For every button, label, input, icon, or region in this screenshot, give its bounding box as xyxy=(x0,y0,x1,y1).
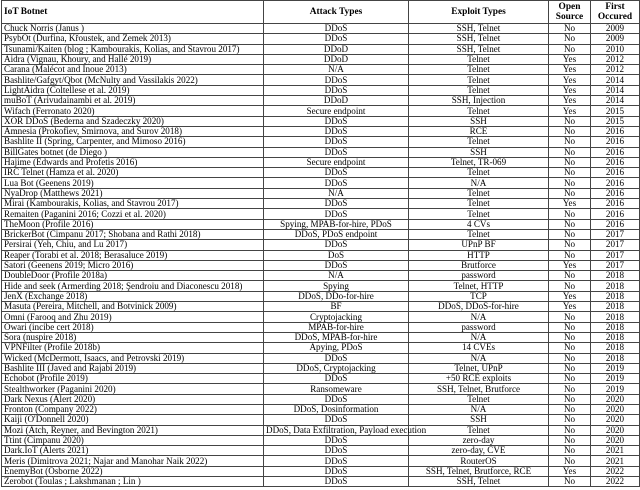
open-source-cell: Yes xyxy=(549,85,591,95)
first-occured-cell: 2018 xyxy=(591,271,640,281)
attack-types-cell: DDoD xyxy=(264,44,409,54)
exploit-types-cell: N/A xyxy=(409,404,549,414)
table-row xyxy=(2,24,640,34)
botnet-name-cell: Stealthworker (Paganini 2020) xyxy=(2,384,264,394)
exploit-types-cell: N/A xyxy=(409,332,549,342)
attack-types-cell: DDoS, PDoS endpoint xyxy=(264,229,409,239)
attack-types-cell: DDoS xyxy=(264,415,409,425)
first-occured-cell: 2018 xyxy=(591,302,640,312)
botnet-name-cell: Hide and seek (Armerding 2018; Şendroiu and Diaconescu 2018) xyxy=(2,281,264,291)
botnet-name-cell: Sora (nuspire 2018) xyxy=(2,332,264,342)
table-row xyxy=(2,456,640,466)
table-row xyxy=(2,363,640,373)
exploit-types-cell: UPnP BF xyxy=(409,240,549,250)
open-source-cell: No xyxy=(549,384,591,394)
first-occured-cell: 2022 xyxy=(591,477,640,487)
table-row xyxy=(2,446,640,456)
open-source-cell: Yes xyxy=(549,291,591,301)
first-occured-cell: 2016 xyxy=(591,178,640,188)
first-occured-cell: 2020 xyxy=(591,404,640,414)
attack-types-cell: DDoS xyxy=(264,466,409,476)
table-row xyxy=(2,384,640,394)
exploit-types-cell: SSH, Telnet xyxy=(409,44,549,54)
botnet-name-cell: XOR DDoS (Bederna and Szadeczky 2020) xyxy=(2,116,264,126)
botnet-name-cell: Tsunami/Kaiten (blog ; Kambourakis, Kolias, and Stavrou 2017) xyxy=(2,44,264,54)
attack-types-cell: DoS xyxy=(264,250,409,260)
botnet-name-cell: Echobot (Profile 2019) xyxy=(2,374,264,384)
attack-types-cell: DDoS xyxy=(264,353,409,363)
attack-types-cell: DDoS, Dosinformation xyxy=(264,404,409,414)
botnet-name-cell: Amnesia (Prokofiev, Smirnova, and Surov 2018) xyxy=(2,126,264,136)
first-occured-cell: 2014 xyxy=(591,96,640,106)
attack-types-cell: MPAB-for-hire xyxy=(264,322,409,332)
botnet-name-cell: Masuta (Pereira, Mitchell, and Botvinick 2009) xyxy=(2,302,264,312)
botnet-name-cell: PsybOt (Ďurfina, Křoustek, and Zemek 2013) xyxy=(2,34,264,44)
table-row xyxy=(2,240,640,250)
open-source-cell: No xyxy=(549,116,591,126)
table-row xyxy=(2,281,640,291)
first-occured-cell: 2016 xyxy=(591,147,640,157)
table-row xyxy=(2,168,640,178)
open-source-cell: No xyxy=(549,404,591,414)
attack-types-cell: DDoS xyxy=(264,209,409,219)
exploit-types-cell: Telnet xyxy=(409,209,549,219)
attack-types-cell: Spying, MPAB-for-hire, PDoS xyxy=(264,219,409,229)
attack-types-cell: DDoD xyxy=(264,96,409,106)
botnet-name-cell: Hajime (Edwards and Profetis 2016) xyxy=(2,157,264,167)
table-row xyxy=(2,116,640,126)
open-source-cell: No xyxy=(549,250,591,260)
open-source-cell: Yes xyxy=(549,96,591,106)
first-occured-cell: 2020 xyxy=(591,415,640,425)
exploit-types-cell: DDoS, DDoS-for-hire xyxy=(409,302,549,312)
botnet-name-cell: Bashlite II (Spring, Carpenter, and Mimoso 2016) xyxy=(2,137,264,147)
botnet-name-cell: DoubleDoor (Profile 2018a) xyxy=(2,271,264,281)
exploit-types-cell: SSH, Telnet xyxy=(409,477,549,487)
botnet-name-cell: Aidra (Vignau, Khoury, and Hallé 2019) xyxy=(2,54,264,64)
botnet-name-cell: Omni (Farooq and Zhu 2019) xyxy=(2,312,264,322)
botnet-name-cell: Fronton (Company 2022) xyxy=(2,404,264,414)
botnet-name-cell: Persirai (Yeh, Chiu, and Lu 2017) xyxy=(2,240,264,250)
first-occured-cell: 2017 xyxy=(591,260,640,270)
botnet-name-cell: Wifach (Ferronato 2020) xyxy=(2,106,264,116)
first-occured-cell: 2016 xyxy=(591,168,640,178)
first-occured-cell: 2019 xyxy=(591,374,640,384)
table-row xyxy=(2,374,640,384)
botnet-name-cell: Reaper (Torabi et al. 2018; Berasaluce 2019) xyxy=(2,250,264,260)
table-row xyxy=(2,312,640,322)
first-occured-cell: 2009 xyxy=(591,24,640,34)
open-source-cell: No xyxy=(549,374,591,384)
exploit-types-cell: SSH xyxy=(409,116,549,126)
exploit-types-cell: 14 CVEs xyxy=(409,343,549,353)
open-source-cell: Yes xyxy=(549,466,591,476)
table-row xyxy=(2,291,640,301)
open-source-cell: No xyxy=(549,281,591,291)
botnet-name-cell: Lua Bot (Geenens 2019) xyxy=(2,178,264,188)
exploit-types-cell: +50 RCE exploits xyxy=(409,374,549,384)
table-row xyxy=(2,106,640,116)
first-occured-cell: 2017 xyxy=(591,250,640,260)
exploit-types-cell: Telnet, UPnP xyxy=(409,363,549,373)
attack-types-cell: N/A xyxy=(264,65,409,75)
exploit-types-cell: password xyxy=(409,322,549,332)
open-source-cell: No xyxy=(549,188,591,198)
exploit-types-cell: RouterOS xyxy=(409,456,549,466)
exploit-types-cell: SSH xyxy=(409,415,549,425)
exploit-types-cell: N/A xyxy=(409,312,549,322)
first-occured-cell: 2018 xyxy=(591,343,640,353)
botnet-name-cell: Remaiten (Paganini 2016; Cozzi et al. 2020) xyxy=(2,209,264,219)
open-source-cell: No xyxy=(549,44,591,54)
botnet-name-cell: Zerobot (Toulas ; Lakshmanan ; Lin ) xyxy=(2,477,264,487)
open-source-cell: Yes xyxy=(549,65,591,75)
first-occured-cell: 2012 xyxy=(591,54,640,64)
table-row xyxy=(2,322,640,332)
attack-types-cell: DDoS, Data Exfiltration, Payload execution xyxy=(264,425,409,435)
table-row xyxy=(2,343,640,353)
exploit-types-cell: zero-day, CVE xyxy=(409,446,549,456)
first-occured-cell: 2015 xyxy=(591,106,640,116)
header-exploit-types: Exploit Types xyxy=(409,1,549,24)
open-source-cell: No xyxy=(549,137,591,147)
attack-types-cell: DDoS xyxy=(264,24,409,34)
attack-types-cell: DDoS xyxy=(264,446,409,456)
open-source-cell: No xyxy=(549,343,591,353)
table-row xyxy=(2,260,640,270)
attack-types-cell: DDoS xyxy=(264,435,409,445)
table-row xyxy=(2,466,640,476)
exploit-types-cell: Telnet xyxy=(409,106,549,116)
open-source-cell: No xyxy=(549,456,591,466)
attack-types-cell: DDoS xyxy=(264,240,409,250)
table-row xyxy=(2,96,640,106)
first-occured-cell: 2018 xyxy=(591,281,640,291)
first-occured-cell: 2016 xyxy=(591,219,640,229)
first-occured-cell: 2020 xyxy=(591,435,640,445)
header-first-occured: First Occured xyxy=(591,1,640,24)
botnet-name-cell: BrickerBot (Cimpanu 2017; Shobana and Rathi 2018) xyxy=(2,229,264,239)
open-source-cell: No xyxy=(549,332,591,342)
first-occured-cell: 2018 xyxy=(591,332,640,342)
exploit-types-cell: Telnet xyxy=(409,229,549,239)
open-source-cell: No xyxy=(549,353,591,363)
attack-types-cell: DDoS xyxy=(264,260,409,270)
open-source-cell: No xyxy=(549,126,591,136)
exploit-types-cell: Telnet, HTTP xyxy=(409,281,549,291)
exploit-types-cell: password xyxy=(409,271,549,281)
botnet-name-cell: Mirai (Kambourakis, Kolias, and Stavrou 2017) xyxy=(2,199,264,209)
exploit-types-cell: Telnet xyxy=(409,425,549,435)
exploit-types-cell: Telnet xyxy=(409,85,549,95)
botnet-name-cell: TheMoon (Profile 2016) xyxy=(2,219,264,229)
table-row xyxy=(2,415,640,425)
exploit-types-cell: HTTP xyxy=(409,250,549,260)
table-row xyxy=(2,435,640,445)
botnet-name-cell: Meris (Dimitrova 2021; Najar and Manohar Naik 2022) xyxy=(2,456,264,466)
attack-types-cell: DDoS xyxy=(264,147,409,157)
attack-types-cell: DDoS, MPAB-for-hire xyxy=(264,332,409,342)
exploit-types-cell: SSH, Telnet xyxy=(409,34,549,44)
table-row xyxy=(2,353,640,363)
open-source-cell: Yes xyxy=(549,75,591,85)
first-occured-cell: 2016 xyxy=(591,137,640,147)
botnet-name-cell: Kaiji (O'Donnell 2020) xyxy=(2,415,264,425)
exploit-types-cell: Telnet xyxy=(409,199,549,209)
first-occured-cell: 2015 xyxy=(591,116,640,126)
first-occured-cell: 2018 xyxy=(591,291,640,301)
botnet-name-cell: BillGates botnet (de Diego ) xyxy=(2,147,264,157)
table-row xyxy=(2,54,640,64)
open-source-cell: No xyxy=(549,394,591,404)
open-source-cell: No xyxy=(549,157,591,167)
exploit-types-cell: TCP xyxy=(409,291,549,301)
botnet-name-cell: VPNFilter (Profile 2018b) xyxy=(2,343,264,353)
attack-types-cell: Cryptojacking xyxy=(264,312,409,322)
table-row xyxy=(2,302,640,312)
open-source-cell: No xyxy=(549,415,591,425)
open-source-cell: No xyxy=(549,209,591,219)
first-occured-cell: 2016 xyxy=(591,126,640,136)
table-row xyxy=(2,271,640,281)
botnet-name-cell: Carana (Malécot and Inoue 2013) xyxy=(2,65,264,75)
open-source-cell: Yes xyxy=(549,302,591,312)
attack-types-cell: DDoS xyxy=(264,75,409,85)
attack-types-cell: N/A xyxy=(264,271,409,281)
first-occured-cell: 2022 xyxy=(591,466,640,476)
header-attack-types: Attack Types xyxy=(264,1,409,24)
open-source-cell: No xyxy=(549,322,591,332)
table-row xyxy=(2,147,640,157)
first-occured-cell: 2009 xyxy=(591,34,640,44)
exploit-types-cell: Brutforce xyxy=(409,260,549,270)
open-source-cell: No xyxy=(549,219,591,229)
table-row xyxy=(2,34,640,44)
attack-types-cell: DDoS xyxy=(264,374,409,384)
open-source-cell: Yes xyxy=(549,199,591,209)
botnet-name-cell: IRC Telnet (Hamza et al. 2020) xyxy=(2,168,264,178)
table-row xyxy=(2,75,640,85)
attack-types-cell: DDoS xyxy=(264,394,409,404)
first-occured-cell: 2021 xyxy=(591,446,640,456)
table-row xyxy=(2,425,640,435)
table-row xyxy=(2,404,640,414)
attack-types-cell: DDoD xyxy=(264,54,409,64)
first-occured-cell: 2019 xyxy=(591,384,640,394)
open-source-cell: No xyxy=(549,178,591,188)
open-source-cell: No xyxy=(549,168,591,178)
botnet-name-cell: EnemyBot (Osborne 2022) xyxy=(2,466,264,476)
table-row xyxy=(2,199,640,209)
attack-types-cell: DDoS, DDo-for-hire xyxy=(264,291,409,301)
exploit-types-cell: SSH, Telnet, Brutforce, RCE xyxy=(409,466,549,476)
first-occured-cell: 2016 xyxy=(591,188,640,198)
attack-types-cell: Ransomeware xyxy=(264,384,409,394)
open-source-cell: Yes xyxy=(549,54,591,64)
botnet-name-cell: Ttint (Cimpanu 2020) xyxy=(2,435,264,445)
table-row xyxy=(2,188,640,198)
table-row xyxy=(2,209,640,219)
exploit-types-cell: N/A xyxy=(409,353,549,363)
botnet-name-cell: LightAidra (Coltellese et al. 2019) xyxy=(2,85,264,95)
open-source-cell: No xyxy=(549,446,591,456)
exploit-types-cell: SSH, Injection xyxy=(409,96,549,106)
table-body xyxy=(2,24,640,487)
table-row xyxy=(2,477,640,487)
table-row xyxy=(2,157,640,167)
first-occured-cell: 2016 xyxy=(591,157,640,167)
open-source-cell: No xyxy=(549,363,591,373)
exploit-types-cell: Telnet xyxy=(409,65,549,75)
first-occured-cell: 2017 xyxy=(591,240,640,250)
exploit-types-cell: Telnet xyxy=(409,168,549,178)
table-row xyxy=(2,44,640,54)
table-row xyxy=(2,332,640,342)
exploit-types-cell: Telnet, TR-069 xyxy=(409,157,549,167)
attack-types-cell: DDoS xyxy=(264,477,409,487)
attack-types-cell: BF xyxy=(264,302,409,312)
first-occured-cell: 2021 xyxy=(591,456,640,466)
first-occured-cell: 2016 xyxy=(591,199,640,209)
attack-types-cell: Apying, PDoS xyxy=(264,343,409,353)
botnet-name-cell: Chuck Norris (Janus ) xyxy=(2,24,264,34)
botnet-name-cell: JenX (Exchange 2018) xyxy=(2,291,264,301)
first-occured-cell: 2018 xyxy=(591,353,640,363)
open-source-cell: No xyxy=(549,271,591,281)
exploit-types-cell: N/A xyxy=(409,178,549,188)
first-occured-cell: 2018 xyxy=(591,322,640,332)
table-row xyxy=(2,126,640,136)
open-source-cell: No xyxy=(549,34,591,44)
exploit-types-cell: SSH xyxy=(409,147,549,157)
botnet-name-cell: Mozi (Atch, Reyner, and Bevington 2021) xyxy=(2,425,264,435)
attack-types-cell: N/A xyxy=(264,188,409,198)
attack-types-cell: DDoS xyxy=(264,178,409,188)
attack-types-cell: DDoS xyxy=(264,199,409,209)
table-row xyxy=(2,229,640,239)
botnet-name-cell: Owari (incibe cert 2018) xyxy=(2,322,264,332)
botnet-name-cell: NyaDrop (Matthews 2021) xyxy=(2,188,264,198)
first-occured-cell: 2014 xyxy=(591,75,640,85)
exploit-types-cell: SSH, Telnet, Brutforce xyxy=(409,384,549,394)
exploit-types-cell: RCE xyxy=(409,126,549,136)
table-row xyxy=(2,85,640,95)
exploit-types-cell: SSH, Telnet xyxy=(409,24,549,34)
botnet-name-cell: Bashlite III (Javed and Rajabi 2019) xyxy=(2,363,264,373)
open-source-cell: No xyxy=(549,229,591,239)
first-occured-cell: 2010 xyxy=(591,44,640,54)
first-occured-cell: 2018 xyxy=(591,312,640,322)
botnet-name-cell: Dark Nexus (Alert 2020) xyxy=(2,394,264,404)
attack-types-cell: Secure endpoint xyxy=(264,157,409,167)
table-row xyxy=(2,65,640,75)
exploit-types-cell: Telnet xyxy=(409,137,549,147)
attack-types-cell: Spying xyxy=(264,281,409,291)
iot-botnet-table xyxy=(1,0,640,487)
open-source-cell: No xyxy=(549,147,591,157)
table-header-row xyxy=(2,1,640,24)
open-source-cell: No xyxy=(549,24,591,34)
header-iot-botnet: IoT Botnet xyxy=(2,1,264,24)
first-occured-cell: 2012 xyxy=(591,65,640,75)
open-source-cell: No xyxy=(549,477,591,487)
botnet-name-cell: muBoT (Arivudainambi et al. 2019) xyxy=(2,96,264,106)
exploit-types-cell: Telnet xyxy=(409,75,549,85)
botnet-name-cell: Satori (Geenens 2019; Micro 2016) xyxy=(2,260,264,270)
exploit-types-cell: Telnet xyxy=(409,54,549,64)
open-source-cell: Yes xyxy=(549,260,591,270)
exploit-types-cell: 4 CVs xyxy=(409,219,549,229)
open-source-cell: No xyxy=(549,425,591,435)
exploit-types-cell: Telnet xyxy=(409,188,549,198)
exploit-types-cell: zero-day xyxy=(409,435,549,445)
botnet-name-cell: Wicked (McDermott, Isaacs, and Petrovski 2019) xyxy=(2,353,264,363)
attack-types-cell: DDoS xyxy=(264,85,409,95)
table-row xyxy=(2,394,640,404)
botnet-name-cell: Bashlite/Gafgyt/Qbot (McNulty and Vassilakis 2022) xyxy=(2,75,264,85)
attack-types-cell: DDoS, Cryptojacking xyxy=(264,363,409,373)
exploit-types-cell: Telnet xyxy=(409,394,549,404)
first-occured-cell: 2016 xyxy=(591,209,640,219)
open-source-cell: No xyxy=(549,312,591,322)
attack-types-cell: DDoS xyxy=(264,168,409,178)
first-occured-cell: 2020 xyxy=(591,394,640,404)
attack-types-cell: DDoS xyxy=(264,137,409,147)
first-occured-cell: 2020 xyxy=(591,425,640,435)
table-row xyxy=(2,250,640,260)
first-occured-cell: 2017 xyxy=(591,229,640,239)
first-occured-cell: 2019 xyxy=(591,363,640,373)
table-row xyxy=(2,178,640,188)
botnet-name-cell: Dark.IoT (Alerts 2021) xyxy=(2,446,264,456)
open-source-cell: Yes xyxy=(549,106,591,116)
header-open-source: Open Source xyxy=(549,1,591,24)
open-source-cell: No xyxy=(549,240,591,250)
table-row xyxy=(2,137,640,147)
attack-types-cell: DDoS xyxy=(264,126,409,136)
first-occured-cell: 2014 xyxy=(591,85,640,95)
attack-types-cell: DDoS xyxy=(264,34,409,44)
open-source-cell: No xyxy=(549,435,591,445)
attack-types-cell: DDoS xyxy=(264,456,409,466)
attack-types-cell: Secure endpoint xyxy=(264,106,409,116)
attack-types-cell: DDoS xyxy=(264,116,409,126)
table-row xyxy=(2,219,640,229)
